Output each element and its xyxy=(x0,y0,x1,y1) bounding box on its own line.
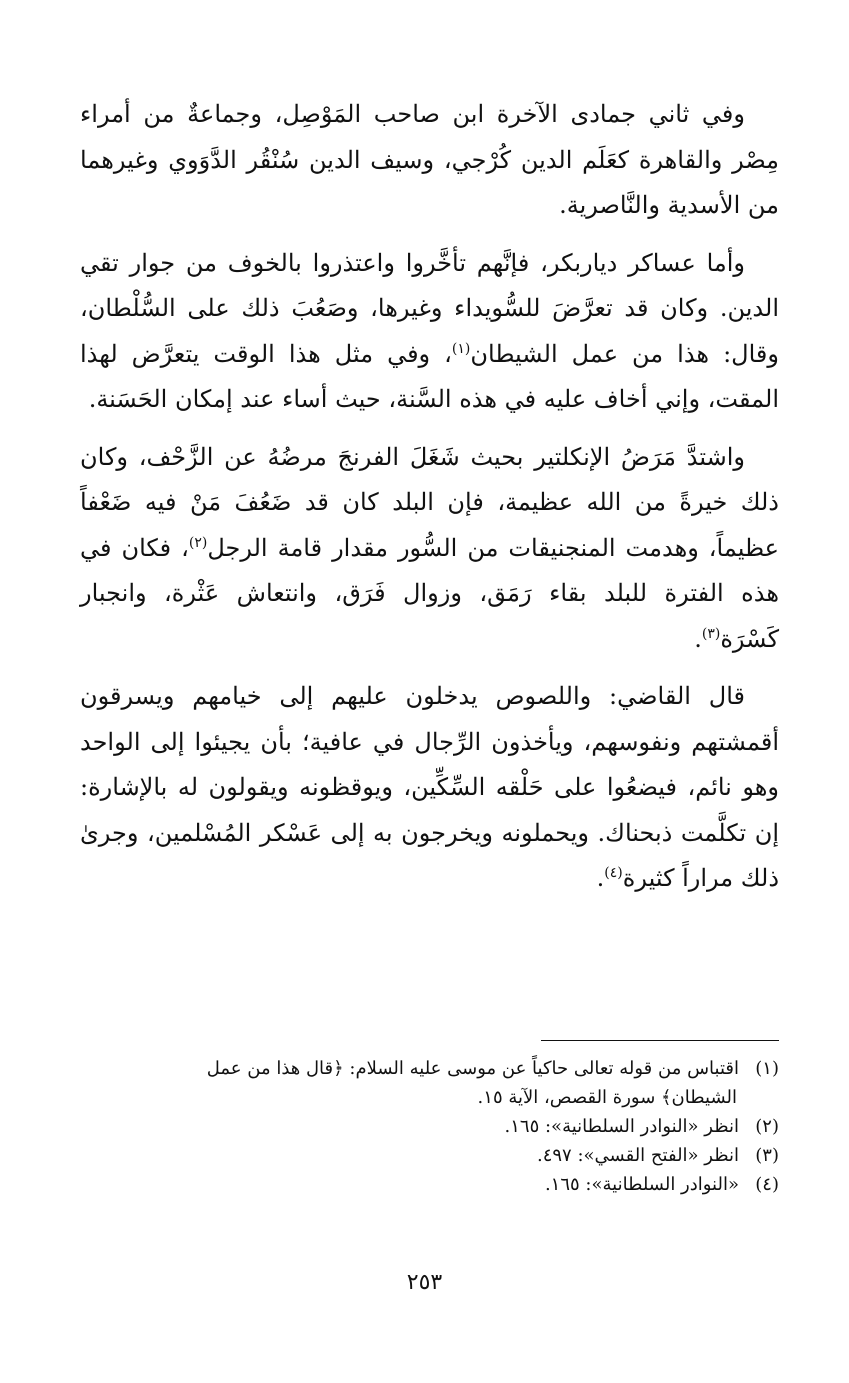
paragraph-2: وأما عساكر دياربكر، فإنَّهم تأخَّروا واعتذروا بالخوف من جوار تقي الدين. وكان قد تعرَّضَ للسُّويداء وغيرها، وصَعُبَ ذلك على السُّلْطان، وقال: هذا من عمل الشيطان$^{(١)}$، وفي مثل هذا الوقت يتعرَّض لهذا المقت، وإني أخاف عليه في هذه السَّنة، حيث أساء عند إمكان الحَسَنة. xyxy=(80,248,779,413)
paragraph-4: قال القاضي: واللصوص يدخلون عليهم إلى خيامهم ويسرقون أقمشتهم ونفوسهم، ويأخذون الرِّجال في عافية؛ بأن يجيئوا إلى الواحد وهو نائم، فيضعُوا على حَلْقه السِّكِّين، ويوقظونه ويقولون له بالإشارة: إن تكلَّمت ذبحناك. ويحملونه ويخرجون به إلى عَسْكر المُسْلمين، وجرىٰ ذلك مراراً كثيرة$^{(٤)}$. xyxy=(80,682,779,892)
footnote-ref-1: (١) xyxy=(451,340,471,357)
footnote-divider xyxy=(541,1040,779,1041)
footnote-1: (١)اقتباس من قوله تعالى حاكياً عن موسى عليه السلام: ﴿قال هذا من عمل xyxy=(80,1054,779,1083)
page-number: ٢٥٣ xyxy=(406,1270,443,1295)
paragraph-1: وفي ثاني جمادى الآخرة ابن صاحب المَوْصِل، وجماعةٌ من أمراء مِصْر والقاهرة كعَلَم الدين كُرْجي، وسيف الدين سُنْقُر الدَّوَوي وغيرهما من الأسدية والنَّاصرية. xyxy=(80,100,779,219)
footnote-ref-2: (٢) xyxy=(188,534,208,551)
footnote-ref-4: (٤) xyxy=(604,865,623,881)
footnote-number: (١) xyxy=(755,1058,779,1079)
footnote-4: (٤)«النوادر السلطانية»: ١٦٥. xyxy=(80,1170,779,1199)
footnote-number: (٣) xyxy=(755,1145,779,1166)
footnote-ref-3: (٣) xyxy=(701,625,721,642)
footnotes xyxy=(80,1054,779,1199)
footnote-3: (٣)انظر «الفتح القسي»: ٤٩٧. xyxy=(80,1141,779,1170)
footnote-2: (٢)انظر «النوادر السلطانية»: ١٦٥. xyxy=(80,1112,779,1141)
footnote-number: (٤) xyxy=(755,1174,779,1195)
footnote-number: (٢) xyxy=(755,1116,779,1137)
main-text xyxy=(80,92,779,914)
footnote-1-continuation: الشيطان﴾ سورة القصص، الآية ١٥. xyxy=(477,1087,737,1108)
paragraph-3: واشتدَّ مَرَضُ الإنكلتير بحيث شَغَلَ الفرنجَ مرضُهُ عن الزَّحْف، وكان ذلك خيرةً من الله عظيمة، فإن البلد كان قد ضَعُفَ مَنْ فيه ضَعْفاً عظيماً، وهدمت المنجنيقات من السُّور مقدار قامة الرجل$^{(٢)}$، فكان في هذه الفترة للبلد بقاء رَمَق، وزوال فَرَق، وانتعاش عَثْرة، وانجبار كَسْرَة$^{(٣)}$. xyxy=(80,442,779,653)
